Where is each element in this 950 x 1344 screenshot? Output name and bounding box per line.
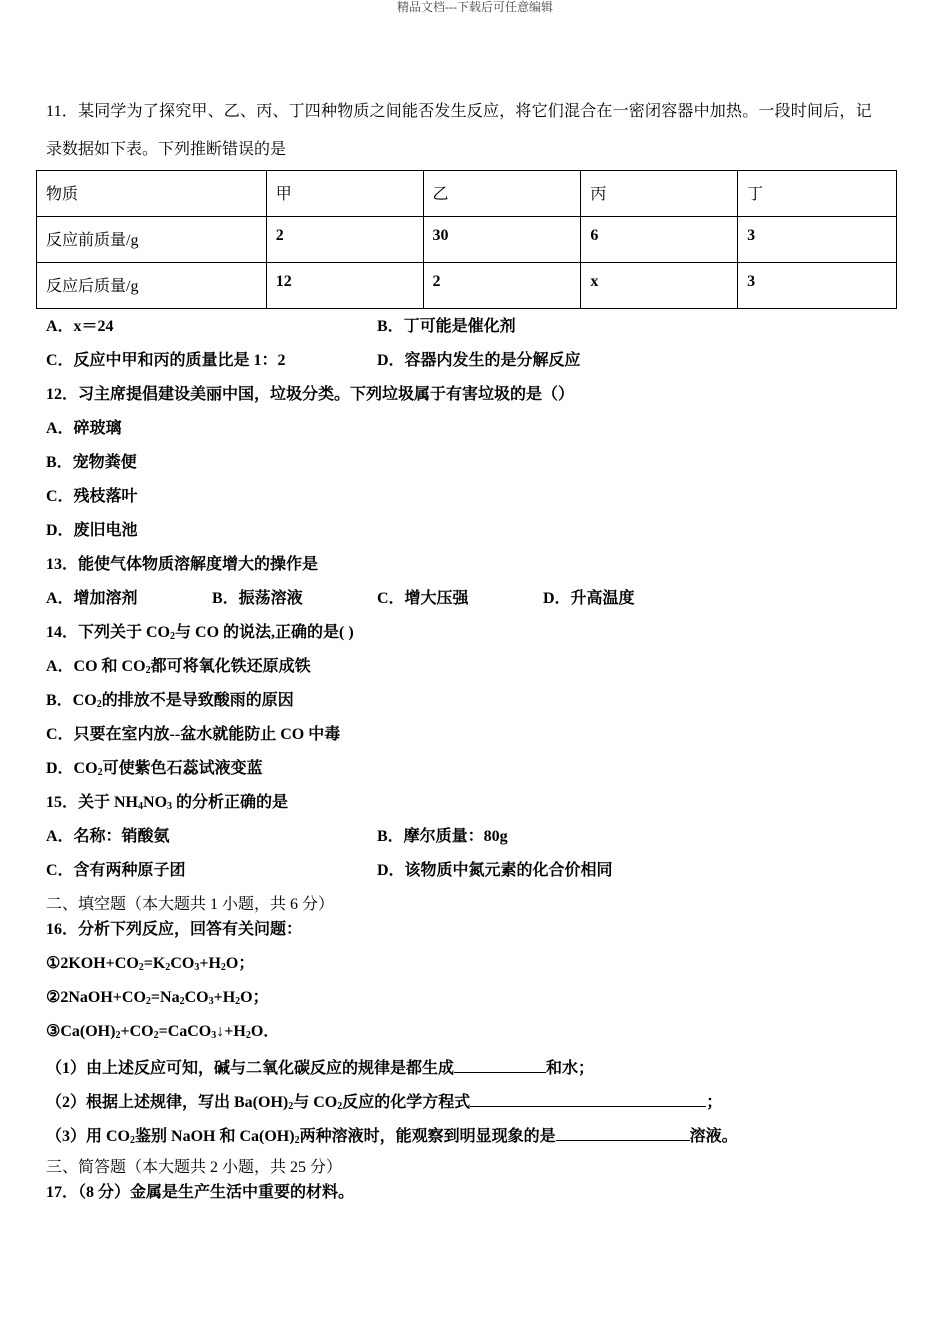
table-cell: 2 [266, 217, 423, 263]
q15-option-a: A．名称：销酸氨 [46, 828, 170, 845]
page-header: 精品文档---下载后可任意编辑 [397, 0, 553, 14]
q13-option-a: A．增加溶剂 [46, 590, 138, 607]
answer-blank[interactable] [556, 1124, 690, 1141]
q14-option-b: B．$CO_2$的排放不是导致酸雨的原因 [46, 692, 294, 710]
q15-option-c: C．含有两种原子团 [46, 862, 186, 879]
q12-option-a: A．碎玻璃 [46, 420, 122, 437]
table-header-cell: 丙 [581, 171, 738, 217]
q16-part-2: （2）根据上述规律，写出 $Ba(OH)_2$与 $CO_2$反应的化学方程式 ； [46, 1090, 722, 1113]
section-2-heading: 二、填空题（本大题共 1 小题，共 6 分） [46, 896, 335, 913]
q16-part-1: （1）由上述反应可知，碱与二氧化碳反应的规律是都生成 和水； [46, 1056, 594, 1079]
table-cell: 30 [423, 217, 581, 263]
q11-data-table [36, 170, 897, 309]
q15-stem: 15．关于 $NH_4NO_3$ 的分析正确的是 [46, 794, 289, 812]
q12-stem: 12．习主席提倡建设美丽中国，垃圾分类。下列垃圾属于有害垃圾的是（） [46, 386, 575, 403]
table-row [37, 217, 897, 263]
table-row-label: 反应前质量/g [37, 217, 267, 263]
q13-option-b: B．振荡溶液 [212, 590, 303, 607]
q13-stem: 13．能使气体物质溶解度增大的操作是 [46, 556, 319, 573]
q13-option-c: C．增大压强 [377, 590, 469, 607]
q11-option-b: B．丁可能是催化剂 [377, 318, 516, 335]
table-cell: 3 [738, 217, 897, 263]
q14-option-a: A．CO 和 $CO_2$都可将氧化铁还原成铁 [46, 658, 311, 676]
q16-equation-1: $①2KOH+CO_2=K_2CO_3+H_2O$； [46, 955, 255, 973]
answer-blank[interactable] [454, 1056, 546, 1073]
q11-stem-line1: 11．某同学为了探究甲、乙、丙、丁四种物质之间能否发生反应，将它们混合在一密闭容器中加热。一段时间后，记 [46, 103, 872, 120]
q15-option-b: B．摩尔质量：80g [377, 828, 508, 845]
q12-option-b: B．宠物粪便 [46, 454, 137, 471]
table-cell: 6 [581, 217, 738, 263]
q12-option-d: D．废旧电池 [46, 522, 138, 539]
section-3-heading: 三、简答题（本大题共 2 小题，共 25 分） [46, 1159, 343, 1176]
table-header-cell: 物质 [37, 171, 267, 217]
q11-stem-line2: 录数据如下表。下列推断错误的是 [46, 141, 287, 158]
table-cell: 12 [266, 263, 423, 309]
q13-option-d: D．升高温度 [543, 590, 635, 607]
table-header-cell: 乙 [423, 171, 581, 217]
q12-option-c: C．残枝落叶 [46, 488, 138, 505]
q17-stem: 17．（8 分）金属是生产生活中重要的材料。 [46, 1184, 355, 1201]
table-header-row [37, 171, 897, 217]
q16-equation-2: $②2NaOH+CO_2=Na_2CO_3+H_2O$； [46, 989, 269, 1007]
q11-option-d: D．容器内发生的是分解反应 [377, 352, 581, 369]
q15-option-d: D．该物质中氮元素的化合价相同 [377, 862, 613, 879]
table-cell: 2 [423, 263, 581, 309]
q16-equation-3: $③Ca(OH)_2+CO_2=CaCO_3↓+H_2O$． [46, 1023, 280, 1041]
table-cell: x [581, 263, 738, 309]
q11-option-c: C．反应中甲和丙的质量比是 1：2 [46, 352, 286, 369]
q16-stem: 16．分析下列反应，回答有关问题： [46, 921, 303, 938]
q16-part-3: （3）用 $CO_2$鉴别 NaOH 和 $Ca(OH)_2$两种溶液时，能观察到明显现象的是 溶液。 [46, 1124, 738, 1147]
table-cell: 3 [738, 263, 897, 309]
table-row [37, 263, 897, 309]
q14-option-c: C．只要在室内放--盆水就能防止 CO 中毒 [46, 726, 341, 743]
table-header-cell: 甲 [266, 171, 423, 217]
table-header-cell: 丁 [738, 171, 897, 217]
q11-option-a: A．x＝24 [46, 318, 114, 335]
q14-stem: 14．下列关于 $CO_2$与 CO 的说法,正确的是( ) [46, 624, 354, 642]
table-row-label: 反应后质量/g [37, 263, 267, 309]
q14-option-d: D．$CO_2$可使紫色石蕊试液变蓝 [46, 760, 263, 778]
answer-blank[interactable] [470, 1090, 706, 1107]
